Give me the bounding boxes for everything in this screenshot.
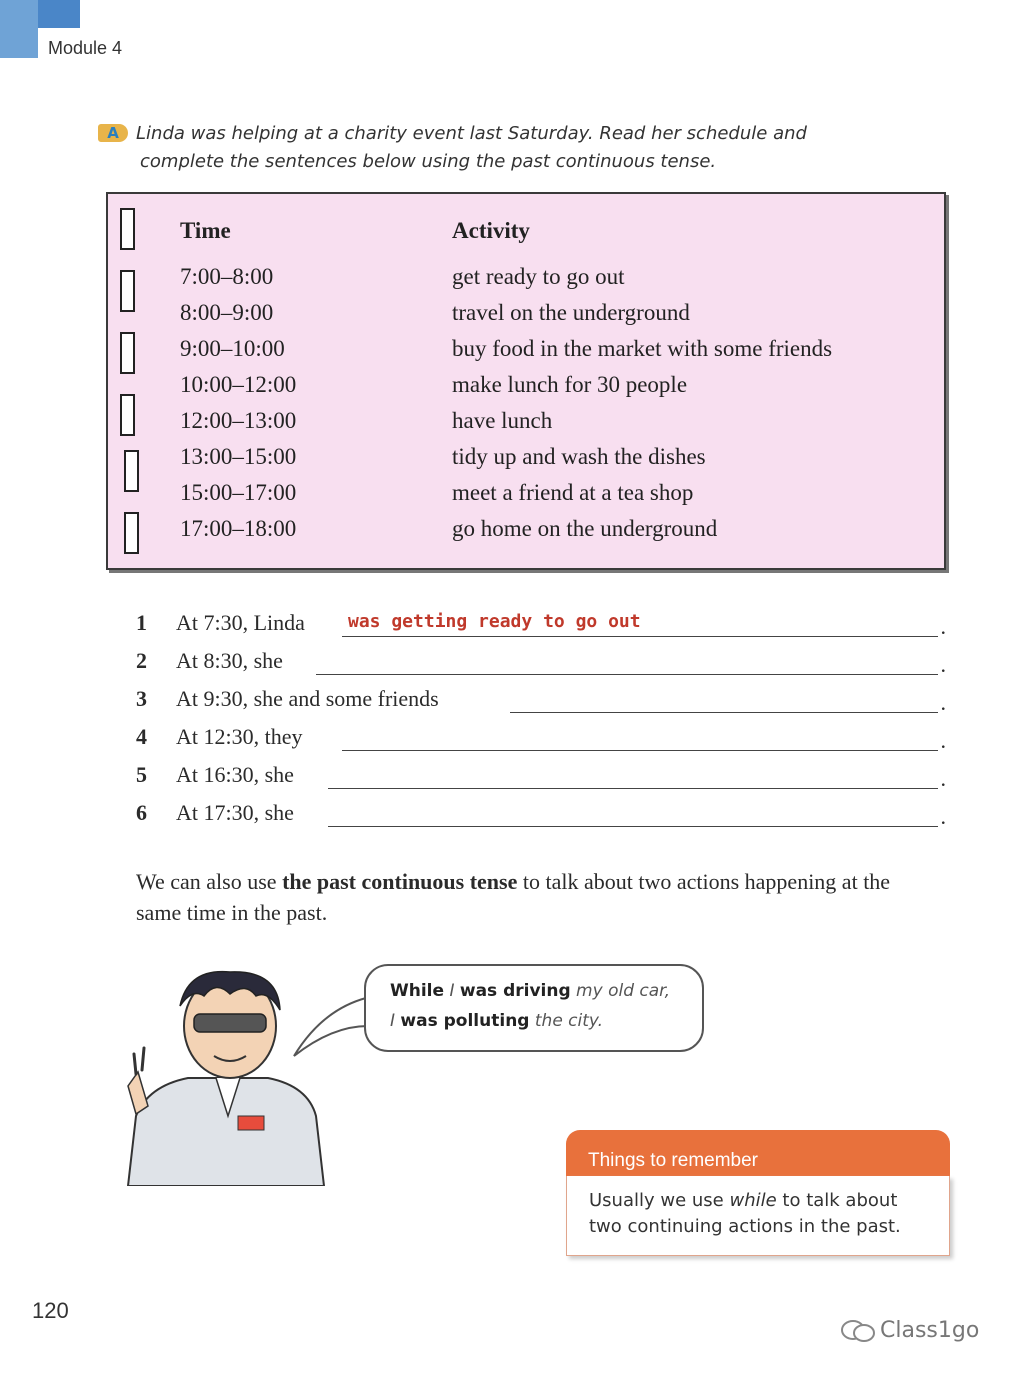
schedule-time: 13:00–15:00 bbox=[180, 444, 297, 469]
corner-decoration bbox=[0, 0, 38, 58]
schedule-time: 17:00–18:00 bbox=[180, 516, 297, 541]
speech-bubble-tail bbox=[292, 990, 372, 1060]
sentence-prompt: At 9:30, she and some friends bbox=[176, 686, 439, 711]
schedule-time: 15:00–17:00 bbox=[180, 480, 297, 505]
answer-blank[interactable] bbox=[510, 712, 938, 713]
speech-plain: my old car, bbox=[570, 981, 670, 1001]
schedule-time: 12:00–13:00 bbox=[180, 408, 297, 433]
answer-blank[interactable] bbox=[316, 674, 938, 675]
schedule-row bbox=[180, 444, 940, 480]
schedule-activity: have lunch bbox=[452, 408, 553, 433]
schedule-activity: buy food in the market with some friends bbox=[452, 336, 833, 361]
things-to-remember-box bbox=[566, 1130, 950, 1258]
sentence-end: . bbox=[940, 766, 946, 791]
explanation-text: We can also use bbox=[136, 869, 283, 894]
answer-blank[interactable] bbox=[328, 826, 938, 827]
remember-text: two continuing actions in the past. bbox=[589, 1216, 901, 1237]
speech-plain: the city. bbox=[529, 1011, 604, 1031]
schedule-time: 7:00–8:00 bbox=[180, 264, 274, 289]
binder-ring-icon bbox=[120, 270, 135, 312]
instruction-line-1: Linda was helping at a charity event last Saturday. Read her schedule and bbox=[136, 123, 807, 144]
sentence-prompt: At 12:30, they bbox=[176, 724, 303, 749]
schedule-time: 9:00–10:00 bbox=[180, 336, 285, 361]
speech-plain: I bbox=[390, 1011, 401, 1031]
schedule-row bbox=[180, 372, 940, 408]
explanation-text: to talk about two actions happening at the same time in the past. bbox=[136, 869, 891, 925]
chat-logo-icon bbox=[840, 1318, 876, 1344]
sentence-prompt: At 7:30, Linda bbox=[176, 610, 305, 635]
schedule-activity: travel on the underground bbox=[452, 300, 690, 325]
schedule-activity: get ready to go out bbox=[452, 264, 625, 289]
schedule-row bbox=[180, 516, 940, 552]
sentence-number: 6 bbox=[136, 800, 147, 825]
speech-bold: While bbox=[390, 981, 445, 1001]
time-header: Time bbox=[180, 218, 231, 243]
binder-ring-icon bbox=[120, 332, 135, 374]
sentence-item bbox=[136, 800, 946, 834]
page-number: 120 bbox=[32, 1298, 69, 1323]
schedule-activity: go home on the underground bbox=[452, 516, 718, 541]
sentence-number: 4 bbox=[136, 724, 147, 749]
sentence-end: . bbox=[940, 804, 946, 829]
instruction-line-2: complete the sentences below using the past continuous tense. bbox=[140, 151, 717, 172]
binder-ring-icon bbox=[120, 394, 135, 436]
speech-plain: I bbox=[444, 981, 460, 1001]
sentence-item bbox=[136, 686, 946, 720]
sentence-end: . bbox=[940, 614, 946, 639]
sentence-number: 5 bbox=[136, 762, 147, 787]
speech-bold: was driving bbox=[459, 981, 571, 1001]
answer-blank[interactable] bbox=[342, 611, 938, 637]
speech-text bbox=[390, 976, 670, 1036]
schedule-activity: tidy up and wash the dishes bbox=[452, 444, 706, 469]
remember-text: Usually we use bbox=[589, 1190, 730, 1211]
sentence-end: . bbox=[940, 690, 946, 715]
schedule-row bbox=[180, 264, 940, 300]
binder-ring-icon bbox=[124, 450, 139, 492]
sentence-item bbox=[136, 724, 946, 758]
binder-ring-icon bbox=[120, 208, 135, 250]
sentence-number: 2 bbox=[136, 648, 147, 673]
speech-bold: was polluting bbox=[400, 1011, 530, 1031]
sentence-number: 3 bbox=[136, 686, 147, 711]
sentence-end: . bbox=[940, 652, 946, 677]
sentence-number: 1 bbox=[136, 610, 147, 635]
remember-text: to talk about bbox=[776, 1190, 898, 1211]
binder-rings bbox=[118, 206, 148, 556]
speech-bubble bbox=[364, 964, 704, 1052]
schedule-row bbox=[180, 408, 940, 444]
brand-name: Class1go bbox=[880, 1318, 980, 1343]
answer-blank[interactable] bbox=[328, 788, 938, 789]
remember-italic: while bbox=[729, 1190, 777, 1211]
module-label: Module 4 bbox=[48, 38, 123, 58]
exercise-instruction bbox=[98, 120, 888, 176]
grammar-explanation bbox=[136, 866, 916, 928]
explanation-bold-term: the past continuous tense bbox=[282, 869, 518, 894]
sentence-prompt: At 17:30, she bbox=[176, 800, 294, 825]
schedule-row bbox=[180, 336, 940, 372]
answer-blank[interactable] bbox=[342, 750, 938, 751]
sentence-item bbox=[136, 762, 946, 796]
schedule-activity: make lunch for 30 people bbox=[452, 372, 688, 397]
schedule-time: 10:00–12:00 bbox=[180, 372, 297, 397]
brand-watermark bbox=[840, 1318, 979, 1344]
sentence-end: . bbox=[940, 728, 946, 753]
binder-ring-icon bbox=[124, 512, 139, 554]
remember-title: Things to remember bbox=[566, 1130, 950, 1176]
schedule-row bbox=[180, 480, 940, 516]
sentence-prompt: At 16:30, she bbox=[176, 762, 294, 787]
schedule-row bbox=[180, 300, 940, 336]
schedule-time: 8:00–9:00 bbox=[180, 300, 274, 325]
sentence-item bbox=[136, 648, 946, 682]
remember-body bbox=[566, 1176, 950, 1256]
activity-header: Activity bbox=[452, 218, 530, 243]
schedule-card bbox=[106, 192, 946, 570]
sentence-item bbox=[136, 610, 946, 644]
sentence-prompt: At 8:30, she bbox=[176, 648, 283, 673]
corner-decoration-accent bbox=[38, 0, 80, 28]
exercise-badge: A bbox=[98, 124, 128, 142]
answer-text: was getting ready to go out bbox=[348, 611, 641, 632]
schedule-activity: meet a friend at a tea shop bbox=[452, 480, 694, 505]
